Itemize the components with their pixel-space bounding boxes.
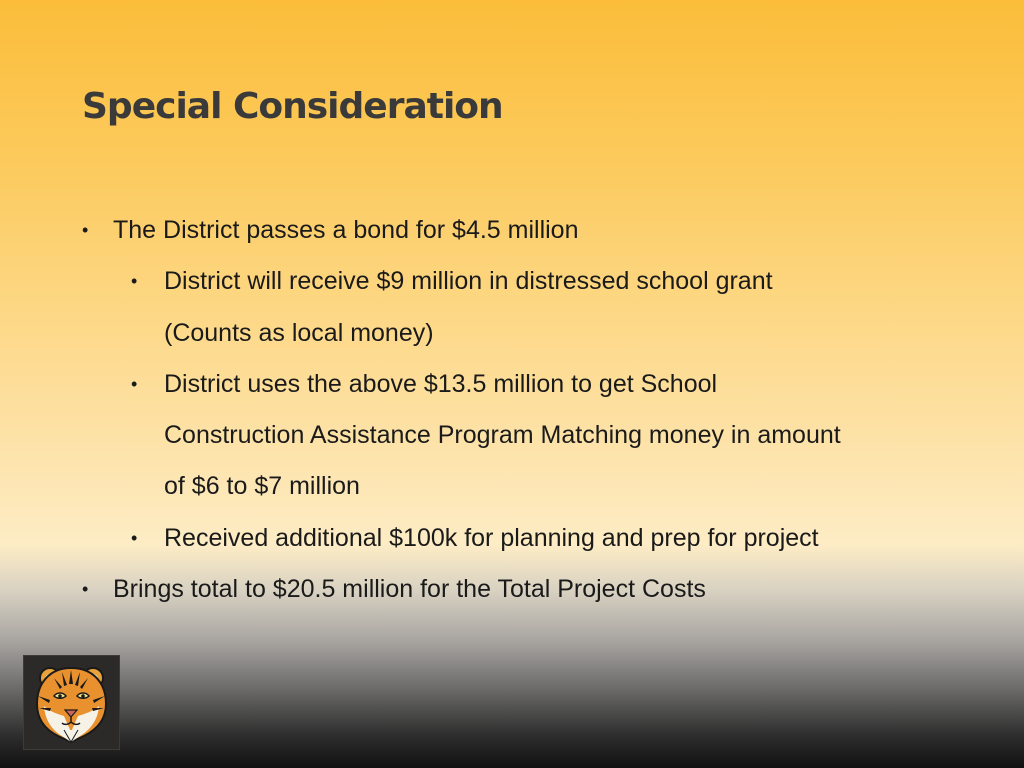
bullet-item	[0, 564, 1013, 615]
bullet-text: District uses the above $13.5 million to get School Construction Assistance Program Matching money in amount of $6 to $7 million	[164, 369, 841, 501]
bullet-dot: •	[131, 373, 138, 394]
tiger-logo	[23, 655, 120, 750]
bullet-dot: •	[82, 220, 89, 240]
sub-bullet-item	[0, 513, 864, 564]
slide-title: Special Consideration	[82, 86, 503, 127]
bullet-dot: •	[131, 271, 138, 292]
bullet-text: Brings total to $20.5 million for the Total Project Costs	[113, 575, 706, 604]
bullet-item	[0, 205, 1013, 256]
sub-bullet-item	[0, 256, 864, 359]
bullet-dot: •	[131, 527, 138, 548]
bullet-text: The District passes a bond for $4.5 million	[113, 216, 579, 244]
sub-bullet-item	[0, 359, 864, 513]
bullet-text: Received additional $100k for planning and prep for project	[164, 523, 819, 552]
bullet-text: District will receive $9 million in distressed school grant (Counts as local money)	[164, 267, 773, 347]
bullet-dot: •	[82, 579, 89, 600]
bullet-list	[0, 205, 1013, 615]
tiger-head-icon	[24, 656, 119, 749]
